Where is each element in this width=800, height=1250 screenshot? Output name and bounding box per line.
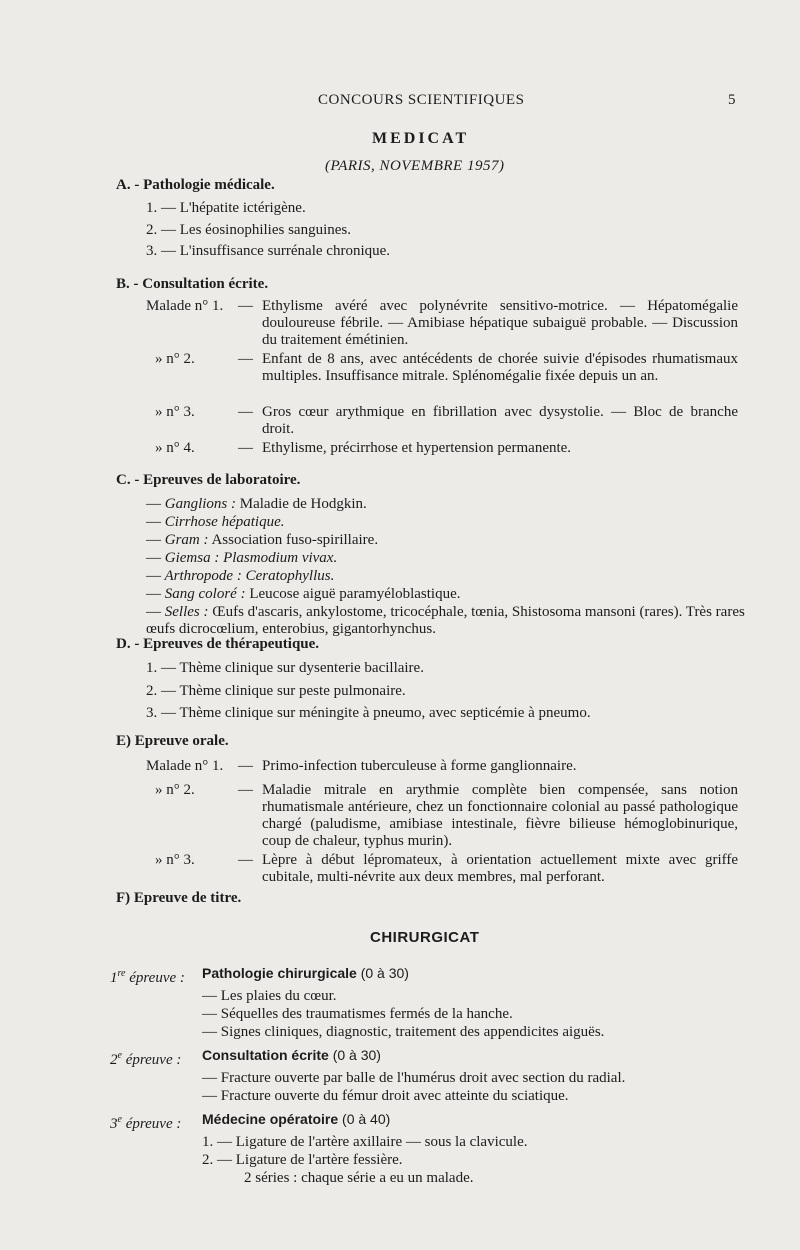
patient-label: » n° 4. — [155, 440, 195, 456]
running-title: CONCOURS SCIENTIFIQUES — [318, 92, 525, 108]
therapeutic-item: 2. — Thème clinique sur peste pulmonaire. — [146, 683, 406, 699]
page-number: 5 — [728, 92, 736, 108]
epreuve-title: Consultation écrite (0 à 30) — [202, 1047, 381, 1063]
epreuve-label: 3e épreuve : — [110, 1114, 182, 1132]
section-a-heading: A. - Pathologie médicale. — [116, 177, 275, 193]
patient-label: » n° 2. — [155, 782, 195, 798]
epreuve-item: — Fracture ouverte par balle de l'humérus droit avec section du radial. — [202, 1070, 626, 1086]
dash: — — [238, 298, 253, 314]
patient-description: Lèpre à début lépromateux, à orientation actuellement mixte avec griffe cubitale, multi-névrite aux deux membres, mal perforant. — [262, 852, 738, 885]
lab-item: — Sang coloré : Leucose aiguë paramyéloblastique. — [146, 586, 461, 602]
dash: — — [238, 404, 253, 420]
therapeutic-item: 1. — Thème clinique sur dysenterie bacillaire. — [146, 660, 424, 676]
patient-description: Maladie mitrale en arythmie complète bien compensée, sans notion rhumatismale antérieure, chez un fonctionnaire colonial au passé pathologique chargé (paludisme, amibiase intestinale, fièvre bilieuse hémoglobinurique, coup de chaleur, typhus murin). — [262, 782, 738, 849]
patient-label: » n° 2. — [155, 351, 195, 367]
epreuve-item: 1. — Ligature de l'artère axillaire — sous la clavicule. — [202, 1134, 528, 1150]
lab-item: — Ganglions : Maladie de Hodgkin. — [146, 496, 367, 512]
epreuve-label: 2e épreuve : — [110, 1050, 182, 1068]
patient-description: Ethylisme, précirrhose et hypertension permanente. — [262, 440, 572, 456]
lab-item: — Cirrhose hépatique. — [146, 514, 285, 530]
section-a-item: 1. — L'hépatite ictérigène. — [146, 200, 306, 216]
patient-description: Primo-infection tuberculeuse à forme ganglionnaire. — [262, 758, 577, 774]
patient-description: Ethylisme avéré avec polynévrite sensitivo-motrice. — Hépatomégalie douloureuse fébrile. — Amibiase hépatique subaiguë probable. — Discussion du traitement émétinien. — [262, 298, 738, 348]
patient-label: Malade n° 1. — [146, 758, 224, 774]
chirurgicat-title: CHIRURGICAT — [370, 929, 480, 946]
dash: — — [238, 351, 253, 367]
section-a-item: 3. — L'insuffisance surrénale chronique. — [146, 243, 391, 259]
patient-label: » n° 3. — [155, 852, 195, 868]
section-a-item: 2. — Les éosinophilies sanguines. — [146, 222, 351, 238]
patient-label: Malade n° 1. — [146, 298, 224, 314]
lab-item: — Arthropode : Ceratophyllus. — [146, 568, 335, 584]
epreuve-item: — Signes cliniques, diagnostic, traitement des appendicites aiguës. — [202, 1024, 605, 1040]
epreuve-item: 2 séries : chaque série a eu un malade. — [244, 1170, 474, 1186]
dash: — — [238, 852, 253, 868]
patient-description: Enfant de 8 ans, avec antécédents de chorée suivie d'épisodes rhumatismaux multiples. Insuffisance mitrale. Splénomégalie fixée depuis un an. — [262, 351, 738, 384]
lab-item: — Giemsa : Plasmodium vivax. — [146, 550, 338, 566]
medicat-subtitle: (PARIS, NOVEMBRE 1957) — [325, 158, 505, 174]
lab-item: — Gram : Association fuso-spirillaire. — [146, 532, 379, 548]
section-f-heading: F) Epreuve de titre. — [116, 890, 242, 906]
dash: — — [238, 758, 253, 774]
epreuve-title: Médecine opératoire (0 à 40) — [202, 1111, 391, 1127]
dash: — — [238, 440, 253, 456]
epreuve-item: — Les plaies du cœur. — [202, 988, 337, 1004]
epreuve-item: 2. — Ligature de l'artère fessière. — [202, 1152, 403, 1168]
epreuve-title: Pathologie chirurgicale (0 à 30) — [202, 965, 409, 981]
patient-label: » n° 3. — [155, 404, 195, 420]
section-b-heading: B. - Consultation écrite. — [116, 276, 269, 292]
patient-description: Gros cœur arythmique en fibrillation avec dysystolie. — Bloc de branche droit. — [262, 404, 738, 437]
epreuve-item: — Fracture ouverte du fémur droit avec atteinte du sciatique. — [202, 1088, 569, 1104]
therapeutic-item: 3. — Thème clinique sur méningite à pneumo, avec septicémie à pneumo. — [146, 705, 591, 721]
section-c-heading: C. - Epreuves de laboratoire. — [116, 472, 301, 488]
epreuve-item: — Séquelles des traumatismes fermés de la hanche. — [202, 1006, 513, 1022]
lab-item: — Selles : Œufs d'ascaris, ankylostome, tricocéphale, tœnia, Shistosoma mansoni (rares). Très rares œufs dicrocœlium, enterobius, gigantorhynchus. — [146, 604, 745, 637]
dash: — — [238, 782, 253, 798]
section-d-heading: D. - Epreuves de thérapeutique. — [116, 636, 320, 652]
section-e-heading: E) Epreuve orale. — [116, 733, 229, 749]
epreuve-label: 1re épreuve : — [110, 968, 185, 986]
medicat-title: MEDICAT — [372, 130, 470, 147]
